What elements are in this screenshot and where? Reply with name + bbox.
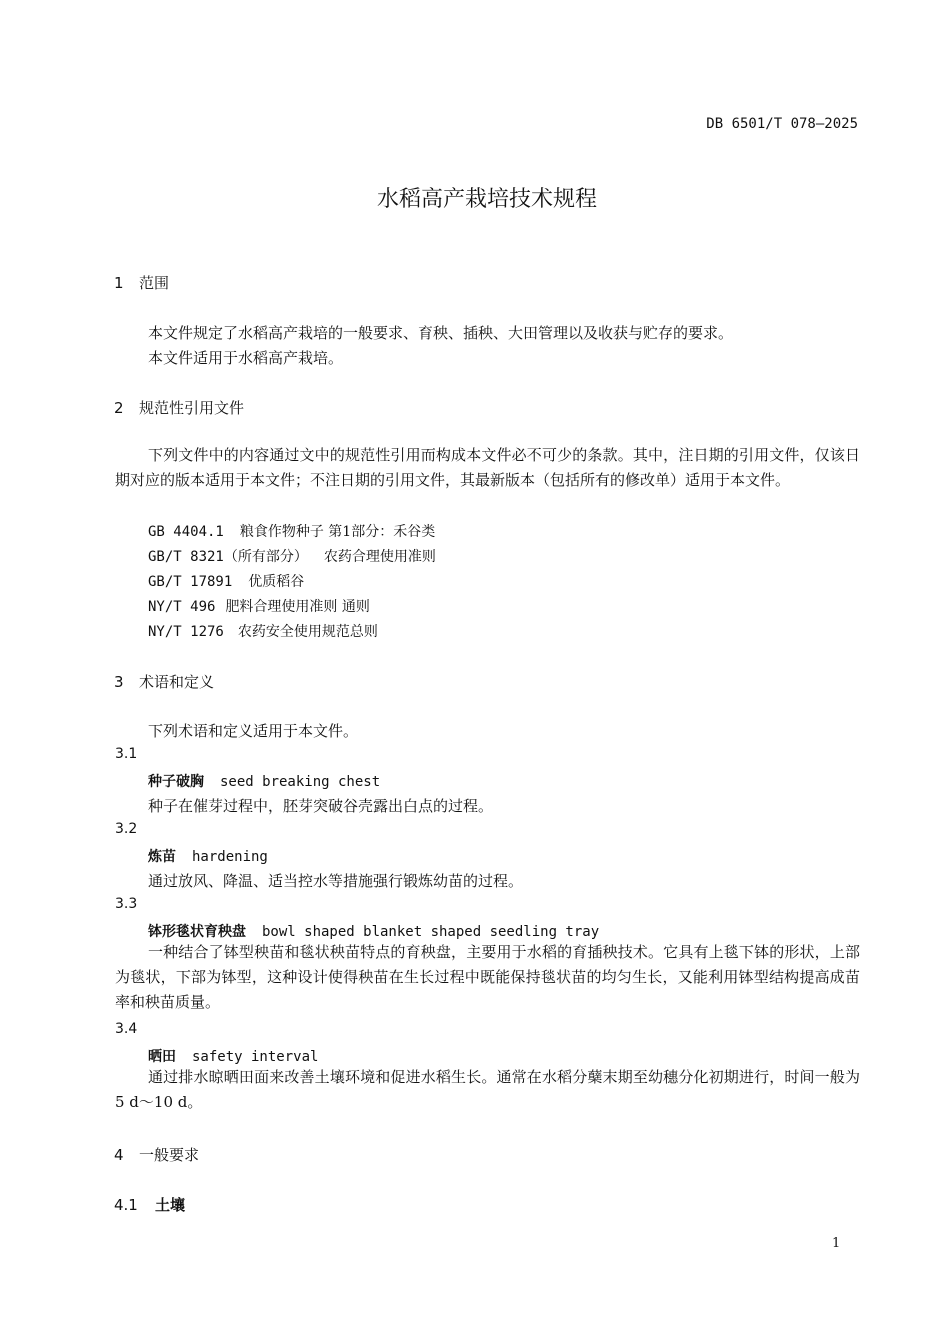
section-number: 4 xyxy=(114,1146,124,1164)
section-2-heading xyxy=(114,397,244,418)
term-zh: 钵形毯状育秧盘 xyxy=(148,924,246,940)
term-heading xyxy=(148,771,380,791)
reference-code: GB/T 8321（所有部分） xyxy=(148,549,308,565)
reference-title: 农药安全使用规范总则 xyxy=(237,624,378,640)
section-title: 规范性引用文件 xyxy=(139,399,245,417)
reference-item xyxy=(148,521,435,541)
reference-code: GB/T 17891 xyxy=(148,574,233,590)
section-3-heading xyxy=(114,671,214,692)
section-number: 1 xyxy=(114,274,124,292)
document-code: DB 6501/T 078—2025 xyxy=(706,116,858,132)
term-en: seed breaking chest xyxy=(220,774,381,790)
paragraph: 本文件适用于水稻高产栽培。 xyxy=(148,349,344,367)
term-heading xyxy=(148,1046,318,1066)
reference-title: 优质稻谷 xyxy=(248,574,305,590)
section-title: 术语和定义 xyxy=(139,673,215,691)
term-number: 3.1 xyxy=(115,746,138,762)
reference-title: 粮食作物种子 第1部分：禾谷类 xyxy=(239,524,436,540)
section-4-heading xyxy=(114,1144,199,1165)
term-number: 3.2 xyxy=(115,821,138,837)
reference-code: NY/T 496 xyxy=(148,599,216,615)
subsection-number: 4.1 xyxy=(114,1196,138,1214)
term-heading xyxy=(148,921,599,941)
term-definition: 通过放风、降温、适当控水等措施强行锻炼幼苗的过程。 xyxy=(148,872,524,890)
paragraph: 下列术语和定义适用于本文件。 xyxy=(148,722,359,740)
section-number: 2 xyxy=(114,399,124,417)
term-zh: 种子破胸 xyxy=(148,774,204,790)
section-title: 一般要求 xyxy=(139,1146,200,1164)
section-number: 3 xyxy=(114,673,124,691)
paragraph: 下列文件中的内容通过文中的规范性引用而构成本文件必不可少的条款。其中，注日期的引用文件，仅该日期对应的版本适用于本文件；不注日期的引用文件，其最新版本（包括所有的修改单）适用于本文件。 xyxy=(115,446,860,489)
section-title: 范围 xyxy=(139,274,170,292)
term-zh: 炼苗 xyxy=(148,849,176,865)
reference-code: GB 4404.1 xyxy=(148,524,224,540)
paragraph: 本文件规定了水稻高产栽培的一般要求、育秧、插秧、大田管理以及收获与贮存的要求。 xyxy=(148,324,734,342)
reference-item xyxy=(148,621,378,641)
term-zh: 晒田 xyxy=(148,1049,176,1065)
page-number: 1 xyxy=(832,1236,841,1251)
reference-title: 肥料合理使用准则 通则 xyxy=(225,599,370,615)
section-1-heading xyxy=(114,272,169,293)
page-title: 水稻高产栽培技术规程 xyxy=(376,187,597,212)
subsection-title: 土壤 xyxy=(155,1196,186,1214)
reference-item xyxy=(148,596,370,616)
term-number: 3.4 xyxy=(115,1021,138,1037)
subsection-4-1-heading xyxy=(114,1194,185,1215)
term-definition: 一种结合了钵型秧苗和毯状秧苗特点的育秧盘，主要用于水稻的育插秧技术。它具有上毯下钵的形状，上部为毯状，下部为钵型，这种设计使得秧苗在生长过程中既能保持毯状苗的均匀生长，又能利用钵型结构提高成苗率和秧苗质量。 xyxy=(115,943,860,1011)
term-en: bowl shaped blanket shaped seedling tray xyxy=(262,924,600,940)
term-heading xyxy=(148,846,268,866)
reference-code: NY/T 1276 xyxy=(148,624,224,640)
reference-title: 农药合理使用准则 xyxy=(323,549,436,565)
term-definition: 种子在催芽过程中，胚芽突破谷壳露出白点的过程。 xyxy=(148,797,494,815)
term-en: hardening xyxy=(192,849,268,865)
term-number: 3.3 xyxy=(115,896,138,912)
term-en: safety interval xyxy=(192,1049,319,1065)
reference-item xyxy=(148,546,436,566)
term-definition: 通过排水晾晒田面来改善土壤环境和促进水稻生长。通常在水稻分蘖末期至幼穗分化初期进行，时间一般为5 d～10 d。 xyxy=(115,1068,860,1111)
reference-item xyxy=(148,571,304,591)
